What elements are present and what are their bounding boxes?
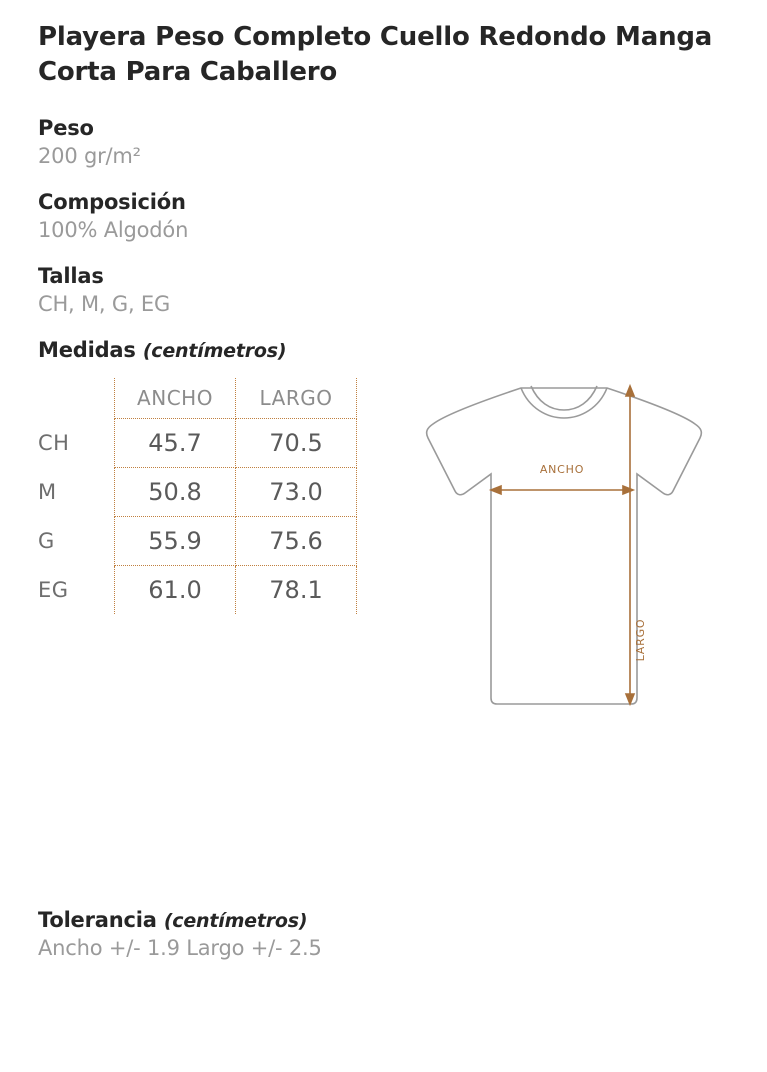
tolerance-label-text: Tolerancia (38, 908, 157, 932)
row-header-m: M (38, 480, 57, 505)
measures-heading-text: Medidas (38, 338, 136, 363)
measures-heading (38, 338, 729, 362)
cell-eg-ancho: 61.0 (115, 566, 236, 615)
size-table (38, 378, 357, 614)
measures-unit: (centímetros) (142, 340, 287, 363)
tolerance-label (38, 908, 322, 932)
table-row (38, 517, 357, 566)
tshirt-outline-icon (427, 386, 702, 704)
spec-sizes (38, 264, 729, 316)
tolerance-unit: (centímetros) (163, 910, 308, 932)
ancho-measure-arrow-icon (491, 486, 633, 494)
table-row (38, 419, 357, 468)
cell-eg-largo: 78.1 (236, 566, 357, 615)
row-header-g: G (38, 529, 55, 554)
column-header-largo: LARGO (236, 378, 357, 419)
table-corner-cell (38, 378, 115, 419)
row-header-ch: CH (38, 431, 70, 456)
tolerance-value: Ancho +/- 1.9 Largo +/- 2.5 (38, 936, 322, 960)
tolerance-block (38, 908, 322, 960)
largo-measure-arrow-icon (626, 386, 634, 704)
table-header-row (38, 378, 357, 419)
cell-ch-ancho: 45.7 (115, 419, 236, 468)
composition-value: 100% Algodón (38, 218, 189, 243)
cell-ch-largo: 70.5 (236, 419, 357, 468)
row-header-eg: EG (38, 577, 69, 602)
table-row (38, 566, 357, 615)
shirt-diagram (419, 372, 709, 721)
composition-label: Composición (38, 190, 186, 215)
table-row (38, 468, 357, 517)
sizes-value: CH, M, G, EG (38, 292, 171, 317)
largo-measure-label: LARGO (634, 618, 647, 662)
spec-weight (38, 116, 729, 168)
sizes-label: Tallas (38, 264, 104, 289)
cell-g-ancho: 55.9 (115, 517, 236, 566)
cell-m-largo: 73.0 (236, 468, 357, 517)
cell-m-ancho: 50.8 (115, 468, 236, 517)
weight-label: Peso (38, 116, 94, 141)
page-title: Playera Peso Completo Cuello Redondo Manga Corta Para Caballero (38, 22, 713, 88)
measures-row (38, 376, 729, 721)
spec-composition (38, 190, 729, 242)
weight-value: 200 gr/m² (38, 144, 141, 169)
cell-g-largo: 75.6 (236, 517, 357, 566)
ancho-measure-label: ANCHO (539, 463, 585, 477)
column-header-ancho: ANCHO (115, 378, 236, 419)
